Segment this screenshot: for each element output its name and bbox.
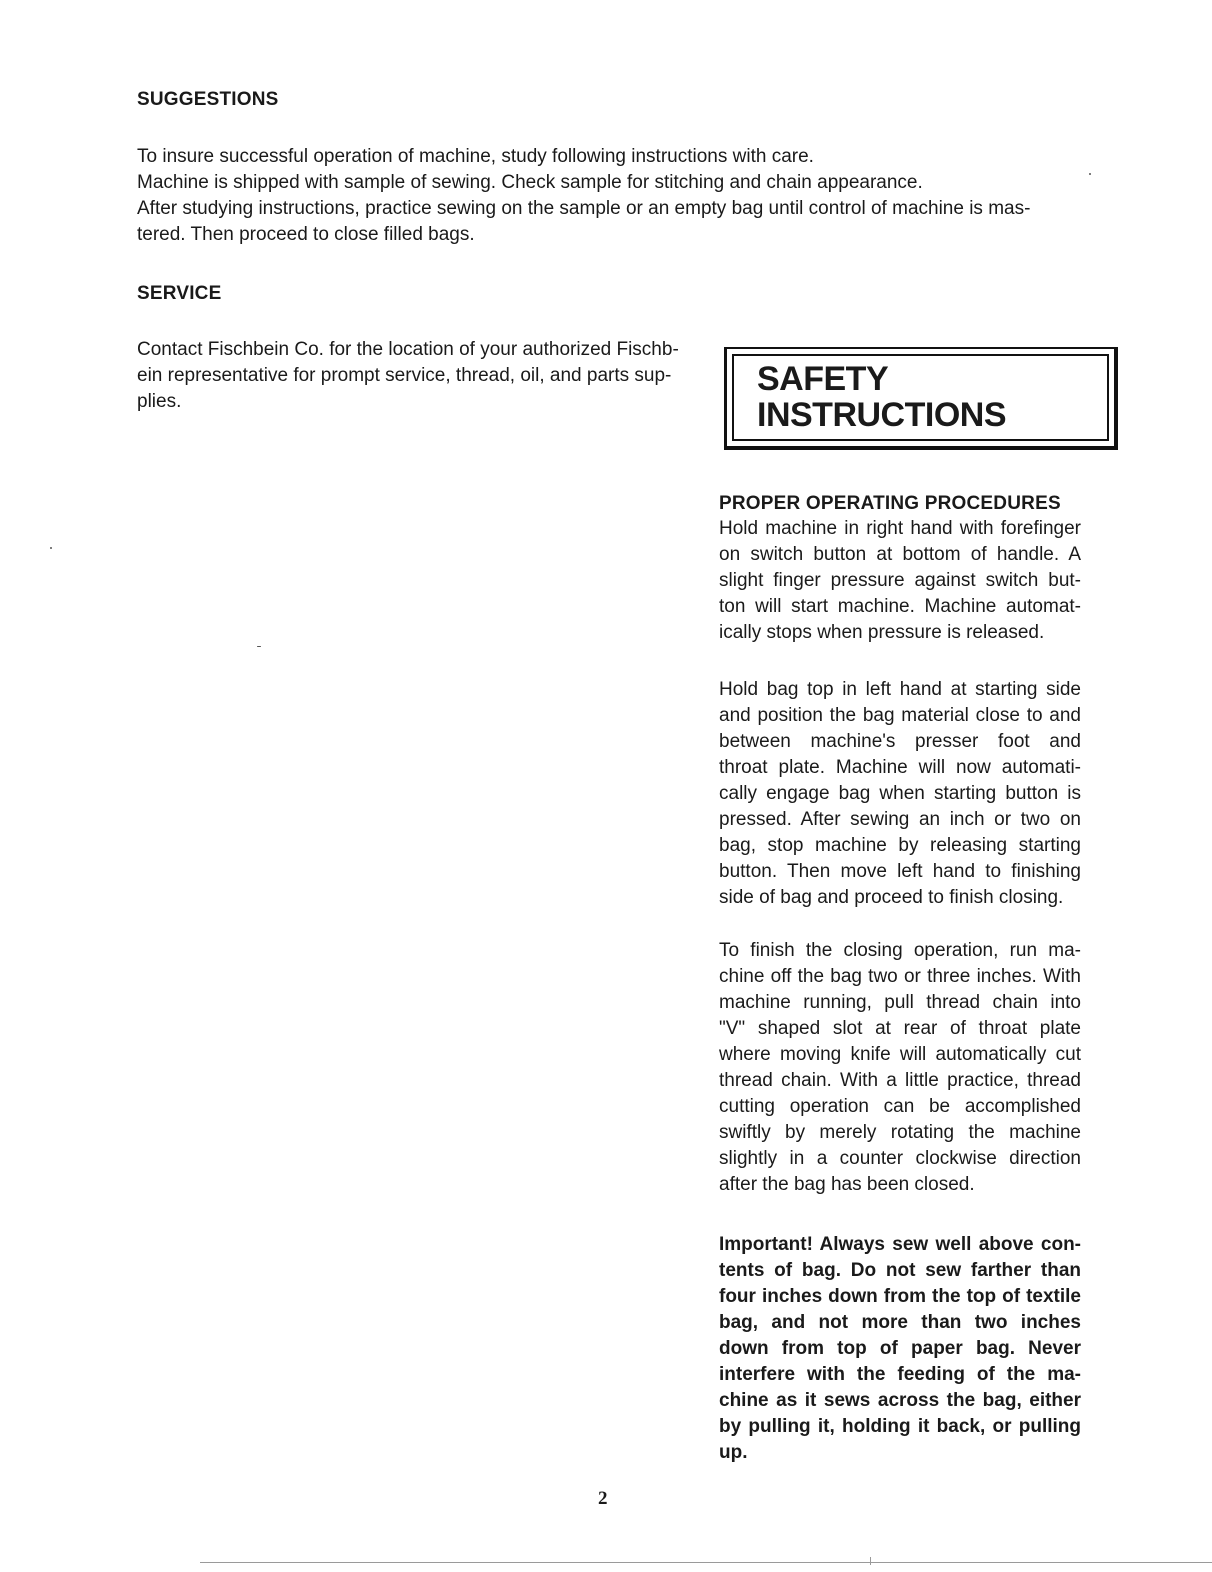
warning-line: up. (719, 1442, 748, 1463)
important-warning (719, 1232, 1081, 1466)
paragraph-line: Hold machine in right hand with forefinger (719, 518, 1081, 539)
procedures-heading: PROPER OPERATING PROCEDURES (719, 493, 1061, 514)
paragraph-line: To finish the closing operation, run ma- (719, 940, 1081, 961)
paragraph-line: slightly in a counter clockwise direction (719, 1148, 1081, 1169)
service-line: plies. (137, 391, 182, 412)
paragraph-line: ton will start machine. Machine automat- (719, 596, 1081, 617)
paragraph-line: cally engage bag when starting button is (719, 783, 1081, 804)
paragraph-line: side of bag and proceed to finish closing. (719, 887, 1064, 908)
paragraph-line: thread chain. With a little practice, thread (719, 1070, 1081, 1091)
warning-line: down from top of paper bag. Never (719, 1338, 1081, 1359)
paragraph-line: bag, stop machine by releasing starting (719, 835, 1081, 856)
service-heading: SERVICE (137, 283, 222, 304)
warning-line: tents of bag. Do not sew farther than (719, 1260, 1081, 1281)
page-number: 2 (598, 1488, 608, 1509)
suggestions-paragraph (137, 144, 1077, 248)
paragraph-line: throat plate. Machine will now automati- (719, 757, 1081, 778)
scan-speck (50, 547, 52, 549)
paragraph-line: swiftly by merely rotating the machine (719, 1122, 1081, 1143)
warning-line: bag, and not more than two inches (719, 1312, 1081, 1333)
paragraph-line: slight finger pressure against switch but- (719, 570, 1081, 591)
paragraph-line: button. Then move left hand to finishing (719, 861, 1081, 882)
safety-title-line: SAFETY (757, 360, 889, 398)
paragraph-line: where moving knife will automatically cut (719, 1044, 1081, 1065)
service-paragraph (137, 337, 712, 415)
warning-line: Important! Always sew well above con- (719, 1234, 1081, 1255)
paragraph-line: "V" shaped slot at rear of throat plate (719, 1018, 1081, 1039)
suggestions-line: After studying instructions, practice sewing on the sample or an empty bag until control of machine is mas- (137, 198, 1031, 219)
paragraph-line: Hold bag top in left hand at starting side (719, 679, 1081, 700)
suggestions-line: tered. Then proceed to close filled bags. (137, 224, 475, 245)
paragraph-line: cutting operation can be accomplished (719, 1096, 1081, 1117)
paragraph-line: between machine's presser foot and (719, 731, 1081, 752)
paragraph-line: chine off the bag two or three inches. With (719, 966, 1081, 987)
suggestions-heading: SUGGESTIONS (137, 89, 279, 110)
bottom-scan-tick (870, 1557, 871, 1565)
procedures-paragraph-3 (719, 938, 1081, 1198)
service-line: Contact Fischbein Co. for the location of your authorized Fischb- (137, 339, 679, 360)
warning-line: interfere with the feeding of the ma- (719, 1364, 1081, 1385)
procedures-paragraph-1 (719, 516, 1081, 646)
paragraph-line: on switch button at bottom of handle. A (719, 544, 1081, 565)
scan-speck (1089, 173, 1091, 175)
service-line: ein representative for prompt service, thread, oil, and parts sup- (137, 365, 672, 386)
suggestions-line: To insure successful operation of machine, study following instructions with care. (137, 146, 814, 167)
bottom-scan-line (200, 1562, 1212, 1563)
paragraph-line: after the bag has been closed. (719, 1174, 975, 1195)
paragraph-line: and position the bag material close to and (719, 705, 1081, 726)
safety-instructions-title (757, 361, 1006, 433)
safety-title-line: INSTRUCTIONS (757, 396, 1006, 434)
suggestions-line: Machine is shipped with sample of sewing. Check sample for stitching and chain appearance. (137, 172, 923, 193)
scan-speck (257, 646, 261, 647)
procedures-paragraph-2 (719, 677, 1081, 911)
safety-instructions-box (724, 347, 1118, 450)
paragraph-line: ically stops when pressure is released. (719, 622, 1045, 643)
paragraph-line: machine running, pull thread chain into (719, 992, 1081, 1013)
warning-line: chine as it sews across the bag, either (719, 1390, 1081, 1411)
warning-line: four inches down from the top of textile (719, 1286, 1081, 1307)
paragraph-line: pressed. After sewing an inch or two on (719, 809, 1081, 830)
warning-line: by pulling it, holding it back, or pulling (719, 1416, 1081, 1437)
